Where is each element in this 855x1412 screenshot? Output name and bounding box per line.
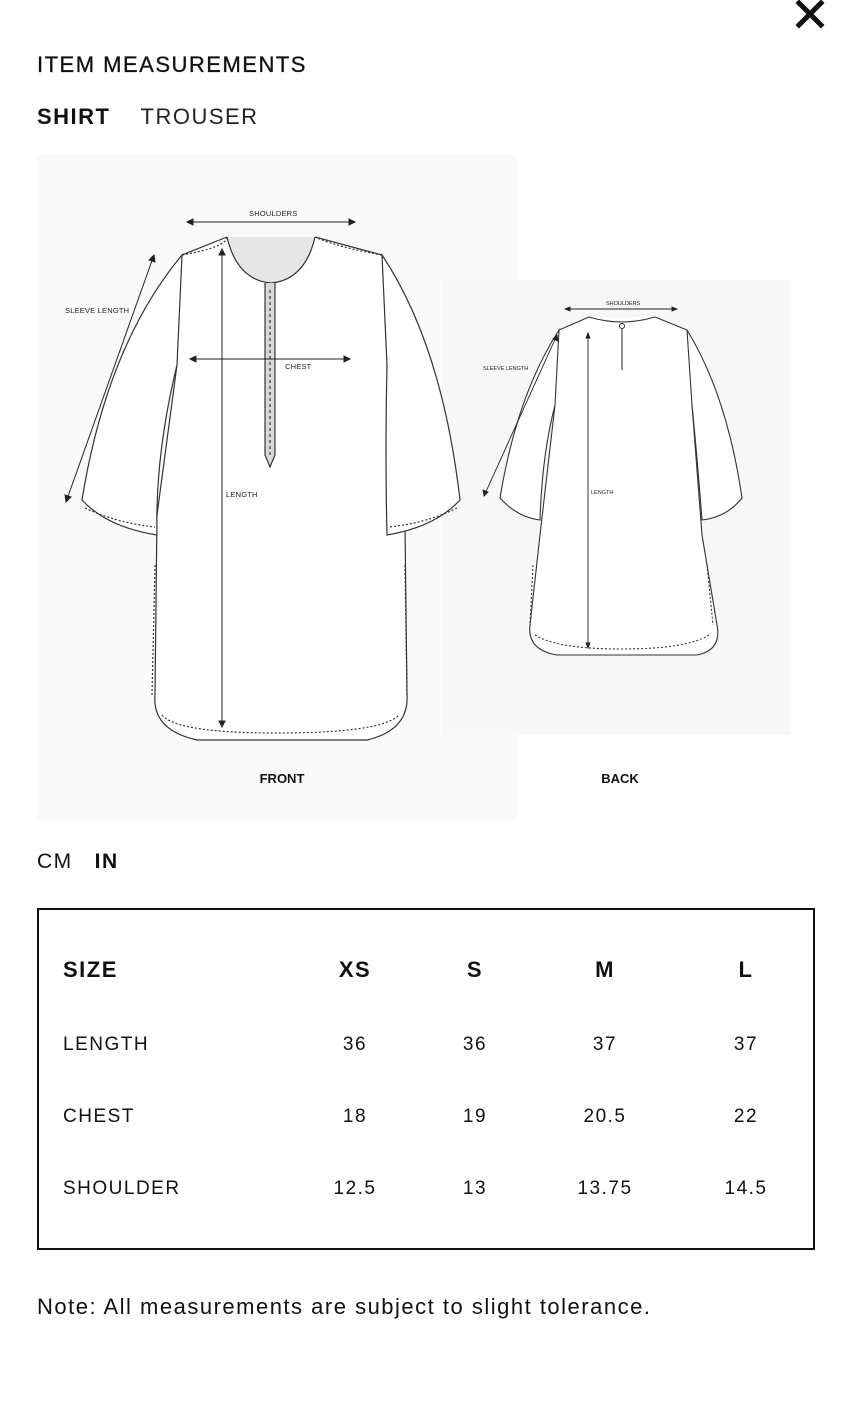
- front-caption: FRONT: [259, 771, 305, 786]
- back-caption: BACK: [601, 771, 639, 786]
- table-cell: 12.5: [333, 1178, 377, 1199]
- header-l: L: [738, 957, 754, 982]
- unit-cm[interactable]: CM: [37, 850, 73, 873]
- garment-tabs: [37, 104, 259, 130]
- header-xs: XS: [338, 957, 372, 982]
- row-label-length: LENGTH: [63, 1034, 150, 1055]
- table-cell: 36: [342, 1034, 368, 1055]
- tolerance-note: Note: All measurements are subject to slight tolerance.: [37, 1294, 652, 1319]
- row-label-chest: CHEST: [63, 1106, 135, 1127]
- table-cell: 37: [592, 1034, 618, 1055]
- close-icon: [794, 0, 826, 30]
- front-chest-label: CHEST: [285, 362, 312, 371]
- back-shoulders-label: SHOULDERS: [606, 301, 641, 307]
- close-button[interactable]: [794, 0, 826, 30]
- table-row: [39, 1102, 813, 1132]
- header-size: SIZE: [63, 957, 118, 982]
- unit-in[interactable]: IN: [94, 850, 119, 873]
- table-cell: 13.75: [577, 1178, 633, 1199]
- table-cell: 18: [342, 1106, 368, 1127]
- table-cell: 20.5: [583, 1106, 627, 1127]
- page-title: ITEM MEASUREMENTS: [37, 52, 307, 77]
- header-s: S: [466, 957, 484, 982]
- front-length-label: LENGTH: [226, 490, 258, 499]
- table-cell: 22: [733, 1106, 759, 1127]
- size-table: [37, 908, 815, 1250]
- measurement-diagram: [37, 155, 815, 820]
- table-row: [39, 1030, 813, 1060]
- table-cell: 19: [462, 1106, 488, 1127]
- back-sleeve-length-label: SLEEVE LENGTH: [483, 366, 529, 372]
- tab-shirt[interactable]: SHIRT: [37, 104, 111, 129]
- table-cell: 37: [733, 1034, 759, 1055]
- table-header-row: [39, 955, 813, 985]
- table-cell: 36: [462, 1034, 488, 1055]
- back-length-label: LENGTH: [591, 490, 614, 496]
- tab-trouser[interactable]: TROUSER: [140, 104, 259, 129]
- front-shoulders-label: SHOULDERS: [249, 209, 298, 218]
- header-m: M: [595, 957, 615, 982]
- table-row: [39, 1174, 813, 1204]
- table-cell: 14.5: [724, 1178, 768, 1199]
- row-label-shoulder: SHOULDER: [63, 1178, 181, 1199]
- front-sleeve-length-label: SLEEVE LENGTH: [65, 306, 130, 315]
- unit-toggle: [37, 850, 119, 874]
- table-cell: 13: [462, 1178, 488, 1199]
